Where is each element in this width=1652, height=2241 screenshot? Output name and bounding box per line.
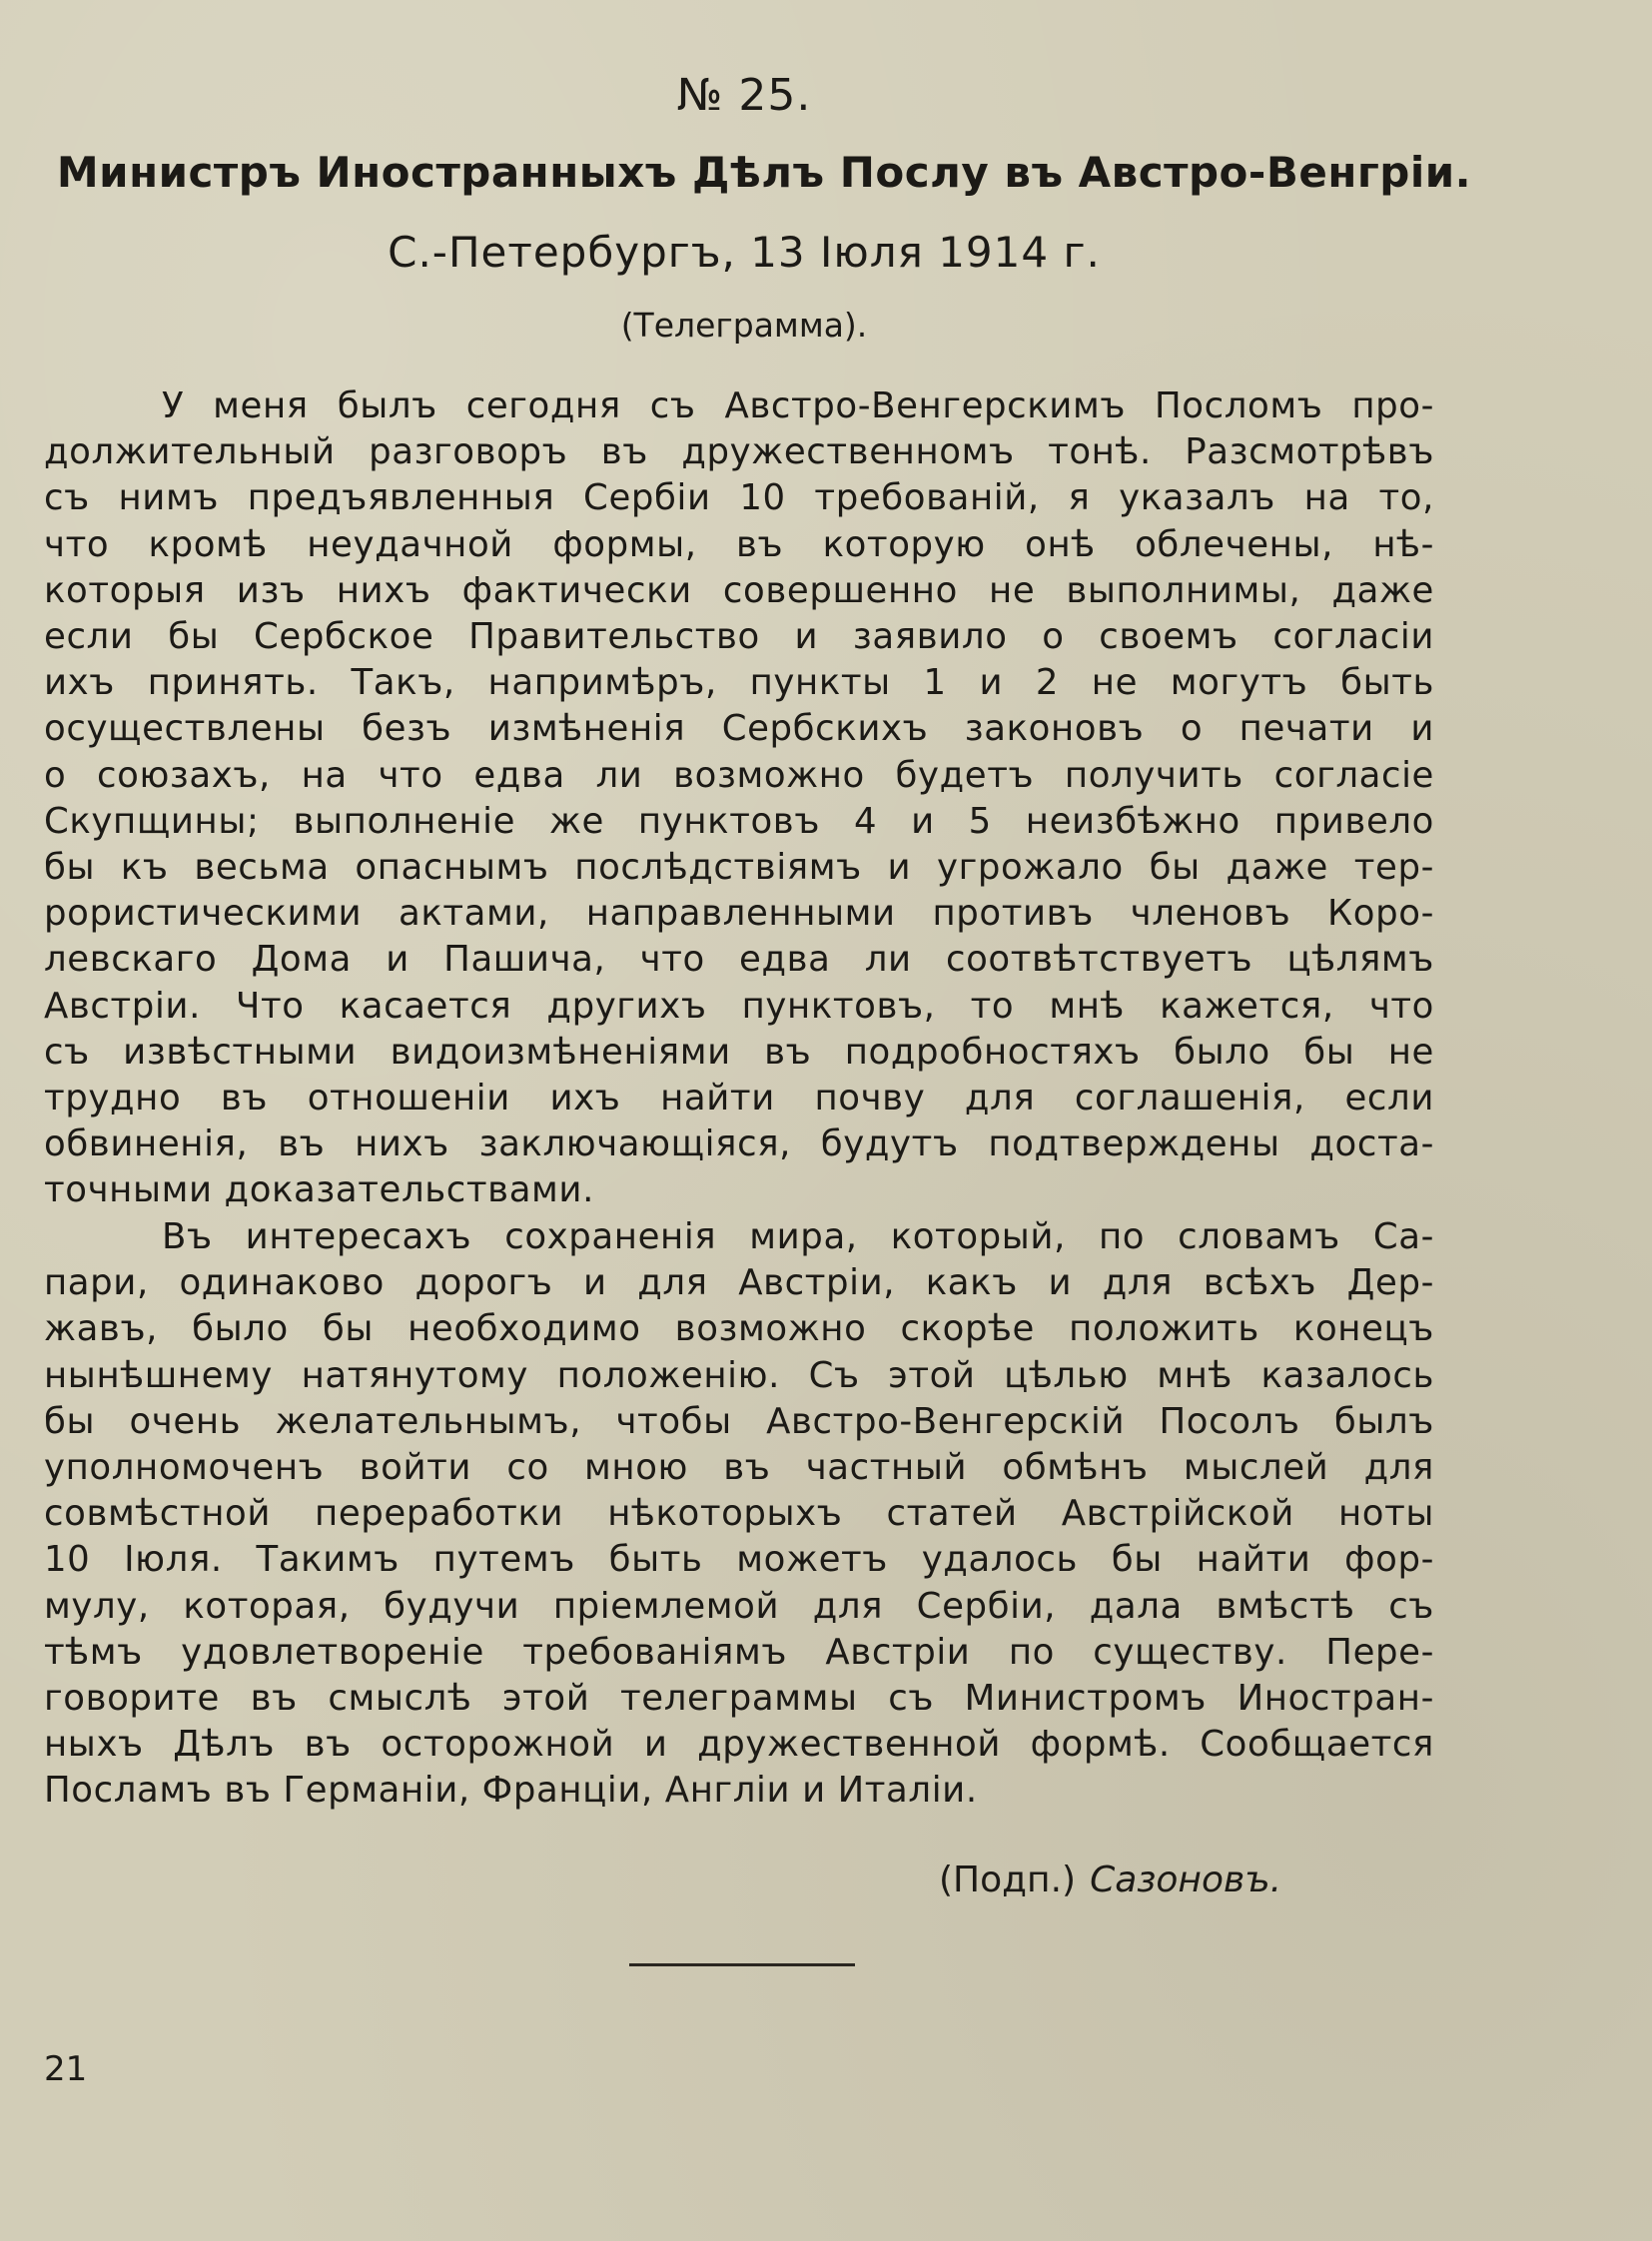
document-number: № 25. (676, 70, 812, 121)
text-line: осуществлены безъ измѣненія Сербскихъ законовъ о печати и (44, 708, 1434, 750)
text-line: Въ интересахъ сохраненія мира, который, по словамъ Са- (162, 1216, 1434, 1257)
text-line: если бы Сербское Правительство и заявило о своемъ согласіи (44, 616, 1434, 658)
text-line: съ нимъ предъявленныя Сербіи 10 требованій, я указалъ на то, (44, 477, 1434, 519)
text-line: пари, одинаково дорогъ и для Австріи, какъ и для всѣхъ Дер- (44, 1262, 1434, 1304)
text-line: 10 Іюля. Такимъ путемъ быть можетъ удалось бы найти фор- (44, 1539, 1434, 1581)
signature-prefix: (Подп.) (939, 1860, 1077, 1900)
text-line: съ извѣстными видоизмѣненіями въ подробностяхъ было бы не (44, 1031, 1434, 1073)
divider-rule (629, 1963, 855, 1966)
text-line: которыя изъ нихъ фактически совершенно не выполнимы, даже (44, 569, 1434, 611)
text-line: совмѣстной переработки нѣкоторыхъ статей Австрійской ноты (44, 1493, 1434, 1535)
text-line: ихъ принять. Такъ, напримѣръ, пункты 1 и 2 не могутъ быть (44, 662, 1434, 704)
text-line: У меня былъ сегодня съ Австро-Венгерскимъ Посломъ про- (162, 385, 1434, 426)
text-line: говорите въ смыслѣ этой телеграммы съ Министромъ Иностран- (44, 1678, 1434, 1720)
text-line: трудно въ отношеніи ихъ найти почву для соглашенія, если (44, 1078, 1434, 1120)
text-line: левскаго Дома и Пашича, что едва ли соотвѣтствуетъ цѣлямъ (44, 939, 1434, 981)
text-line: рористическими актами, направленными противъ членовъ Коро- (44, 893, 1434, 935)
text-line: Скупщины; выполненіе же пунктовъ 4 и 5 неизбѣжно привело (44, 800, 1434, 842)
text-line: Посламъ въ Германіи, Франціи, Англіи и Италіи. (44, 1770, 978, 1812)
paragraph-2 (44, 1214, 1434, 1815)
text-line: что кромѣ неудачной формы, въ которую онѣ облечены, нѣ- (44, 523, 1434, 565)
paragraph-1 (44, 383, 1434, 1214)
dateline: С.-Петербургъ, 13 Іюля 1914 г. (388, 228, 1101, 277)
signature-name: Сазоновъ. (1090, 1860, 1282, 1900)
document-type: (Телеграмма). (620, 306, 868, 345)
text-line: о союзахъ, на что едва ли возможно будетъ получить согласіе (44, 754, 1434, 796)
document-title: Министръ Иностранныхъ Дѣлъ Послу въ Австро-Венгріи. (56, 148, 1472, 197)
text-line: мулу, которая, будучи пріемлемой для Сербіи, дала вмѣстѣ съ (44, 1585, 1434, 1627)
text-line: бы очень желательнымъ, чтобы Австро-Венгерскій Посолъ былъ (44, 1400, 1434, 1442)
signature (939, 1860, 1281, 1900)
text-line: Австріи. Что касается другихъ пунктовъ, то мнѣ кажется, что (44, 985, 1434, 1027)
text-line: ныхъ Дѣлъ въ осторожной и дружественной формѣ. Сообщается (44, 1724, 1434, 1766)
page-number: 21 (44, 2049, 88, 2089)
text-line: бы къ весьма опаснымъ послѣдствіямъ и угрожало бы даже тер- (44, 847, 1434, 889)
text-line: точными доказательствами. (44, 1169, 594, 1211)
text-line: уполномоченъ войти со мною въ частный обмѣнъ мыслей для (44, 1447, 1434, 1489)
text-line: должительный разговоръ въ дружественномъ тонѣ. Разсмотрѣвъ (44, 431, 1434, 473)
text-line: обвиненія, въ нихъ заключающіяся, будутъ подтверждены доста- (44, 1123, 1434, 1165)
text-line: нынѣшнему натянутому положенію. Съ этой цѣлью мнѣ казалось (44, 1354, 1434, 1396)
text-line: жавъ, было бы необходимо возможно скорѣе положить конецъ (44, 1308, 1434, 1350)
text-line: тѣмъ удовлетвореніе требованіямъ Австріи по существу. Пере- (44, 1631, 1434, 1673)
